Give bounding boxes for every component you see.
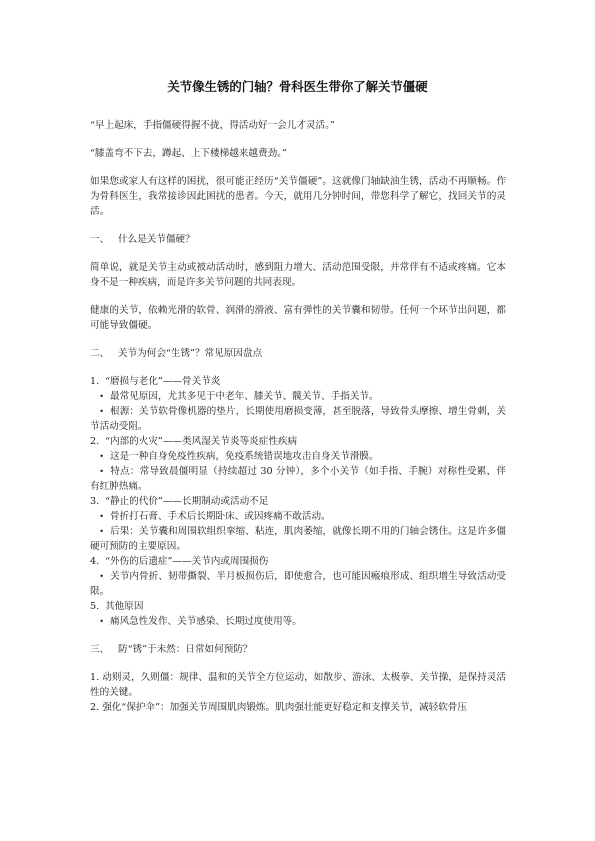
section-3-number: 三、 [90,644,110,655]
bullet-icon: • [99,527,104,536]
quote-1: “早上起床，手指僵硬得握不拢，得活动好一会儿才灵活。” [90,120,335,131]
section-1-number: 一、 [90,234,110,245]
quote-2: “膝盖弯不下去，蹲起、上下楼梯越来越费劲。” [90,148,287,159]
bullet-icon: • [99,572,104,581]
document-body [90,118,506,715]
cause-item-3 [90,494,506,509]
bullet-item [90,464,506,494]
bullet-icon: • [99,452,104,461]
section-1-title: 什么是关节僵硬？ [118,234,195,245]
bullet-icon: • [99,617,104,626]
bullet-item [90,404,506,434]
bullet-icon: • [99,467,104,476]
section-2-heading [90,346,506,361]
bullet-text: 骨折打石膏、手术后长期卧床、或因疼痛不敢活动。 [110,511,331,522]
cause-number: 5. [90,601,100,612]
intro-paragraph: 如果您或家人有这样的困扰，很可能正经历“关节僵硬”。这就像门轴缺油生锈，活动不再顺畅。作为骨科医生，我常接诊因此困扰的患者。今天，就用几分钟时间，带您科学了解它，找回关节的灵活。 [90,176,506,217]
bullet-text: 这是一种自身免疫性疾病，免疫系统错误地攻击自身关节滑膜。 [110,451,379,462]
bullet-text: 后果：关节囊和周围软组织挛缩、粘连，肌肉萎缩，就像长期不用的门轴会锈住。这是许多僵硬可预防的主要原因。 [90,526,506,552]
cause-label: “外伤的后遗症”——关节内或周围损伤 [105,556,269,567]
section-3-heading [90,642,506,657]
bullet-item [90,569,506,599]
cause-item-1 [90,374,506,389]
cause-label: “内部的火灾”——类风湿关节炎等炎症性疾病 [105,436,298,447]
bullet-item [90,449,506,464]
prevention-item-2: 2. 强化“保护伞”：加强关节周围肌肉锻炼。肌肉强壮能更好稳定和支撑关节，减轻软骨压 [90,702,467,713]
section-1-paragraph-2: 健康的关节，依赖光滑的软骨、润滑的滑液、富有弹性的关节囊和韧带。任何一个环节出问题，都可能导致僵硬。 [90,305,506,331]
section-1-heading [90,232,506,247]
cause-item-2 [90,434,506,449]
cause-label: “磨损与老化”——骨关节炎 [105,376,221,387]
cause-item-5 [90,599,506,614]
section-1-paragraph-1: 简单说，就是关节主动或被动活动时，感到阻力增大、活动范围受限，并常伴有不适或疼痛。它本身不是一种疾病，而是许多关节问题的共同表现。 [90,262,506,288]
prevention-item-1: 1. 动则灵，久则僵：规律、温和的关节全方位运动，如散步、游泳、太极拳、关节操，是保持灵活性的关键。 [90,672,506,698]
section-2-number: 二、 [90,348,110,359]
bullet-item [90,614,506,629]
bullet-icon: • [99,512,104,521]
cause-number: 1. [90,376,100,387]
bullet-item [90,389,506,404]
cause-number: 4. [90,556,100,567]
bullet-icon: • [99,392,104,401]
cause-number: 3. [90,496,100,507]
section-2-title: 关节为何会“生锈”？常见原因盘点 [118,348,263,359]
bullet-text: 关节内骨折、韧带撕裂、半月板损伤后，即使愈合，也可能因瘢痕形成、组织增生导致活动受限。 [90,571,506,597]
cause-number: 2. [90,436,100,447]
cause-label: 其他原因 [105,601,144,612]
bullet-text: 根源：关节软骨像机器的垫片，长期使用磨损变薄，甚至脱落，导致骨头摩擦、增生骨刺，关节活动受阻。 [90,406,506,432]
bullet-text: 最常见原因，尤其多见于中老年、膝关节、髋关节、手指关节。 [110,391,379,402]
bullet-text: 痛风急性发作、关节感染、长期过度使用等。 [110,616,302,627]
bullet-icon: • [99,407,104,416]
section-3-title: 防“锈”于未然：日常如何预防？ [118,644,253,655]
bullet-item [90,524,506,554]
causes-list [90,374,506,629]
bullet-text: 特点：常导致晨僵明显（持续超过 30 分钟），多个小关节（如手指、手腕）对称性受累，伴有红肿热痛。 [90,466,506,492]
document-title: 关节像生锈的门轴？骨科医生带你了解关节僵硬 [167,79,428,94]
cause-item-4 [90,554,506,569]
cause-label: “静止的代价”——长期制动或活动不足 [105,496,269,507]
bullet-item [90,509,506,524]
